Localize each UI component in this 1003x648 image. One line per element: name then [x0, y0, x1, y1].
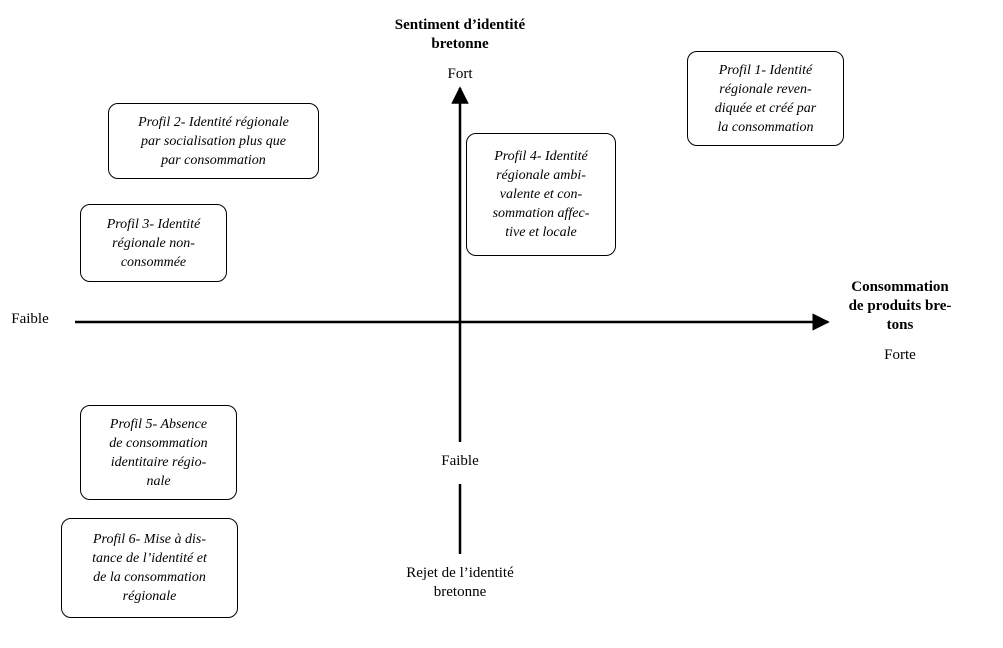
profile-5-box: Profil 5- Absence de consommation identitaire régio- nale [80, 405, 237, 500]
profile-2-box: Profil 2- Identité régionale par socialisation plus que par consommation [108, 103, 319, 179]
profile-6-box: Profil 6- Mise à dis- tance de l’identité et de la consommation régionale [61, 518, 238, 618]
y-axis-below-label: Rejet de l’identité bretonne [406, 565, 514, 600]
x-axis-title: Consommation de produits bre- tons [848, 279, 952, 333]
x-axis-right-label: Forte [884, 347, 916, 363]
profile-3-box: Profil 3- Identité régionale non- consommée [80, 204, 227, 282]
profile-4-box: Profil 4- Identité régionale ambi- valente et con- sommation affec- tive et locale [466, 133, 616, 256]
y-axis-top-label: Fort [447, 66, 473, 82]
profile-1-box: Profil 1- Identité régionale reven- diquée et créé par la consommation [687, 51, 844, 146]
x-axis-left-label: Faible [11, 311, 49, 327]
y-axis-bottom-label: Faible [441, 453, 479, 469]
y-axis-title: Sentiment d’identité bretonne [394, 17, 526, 52]
